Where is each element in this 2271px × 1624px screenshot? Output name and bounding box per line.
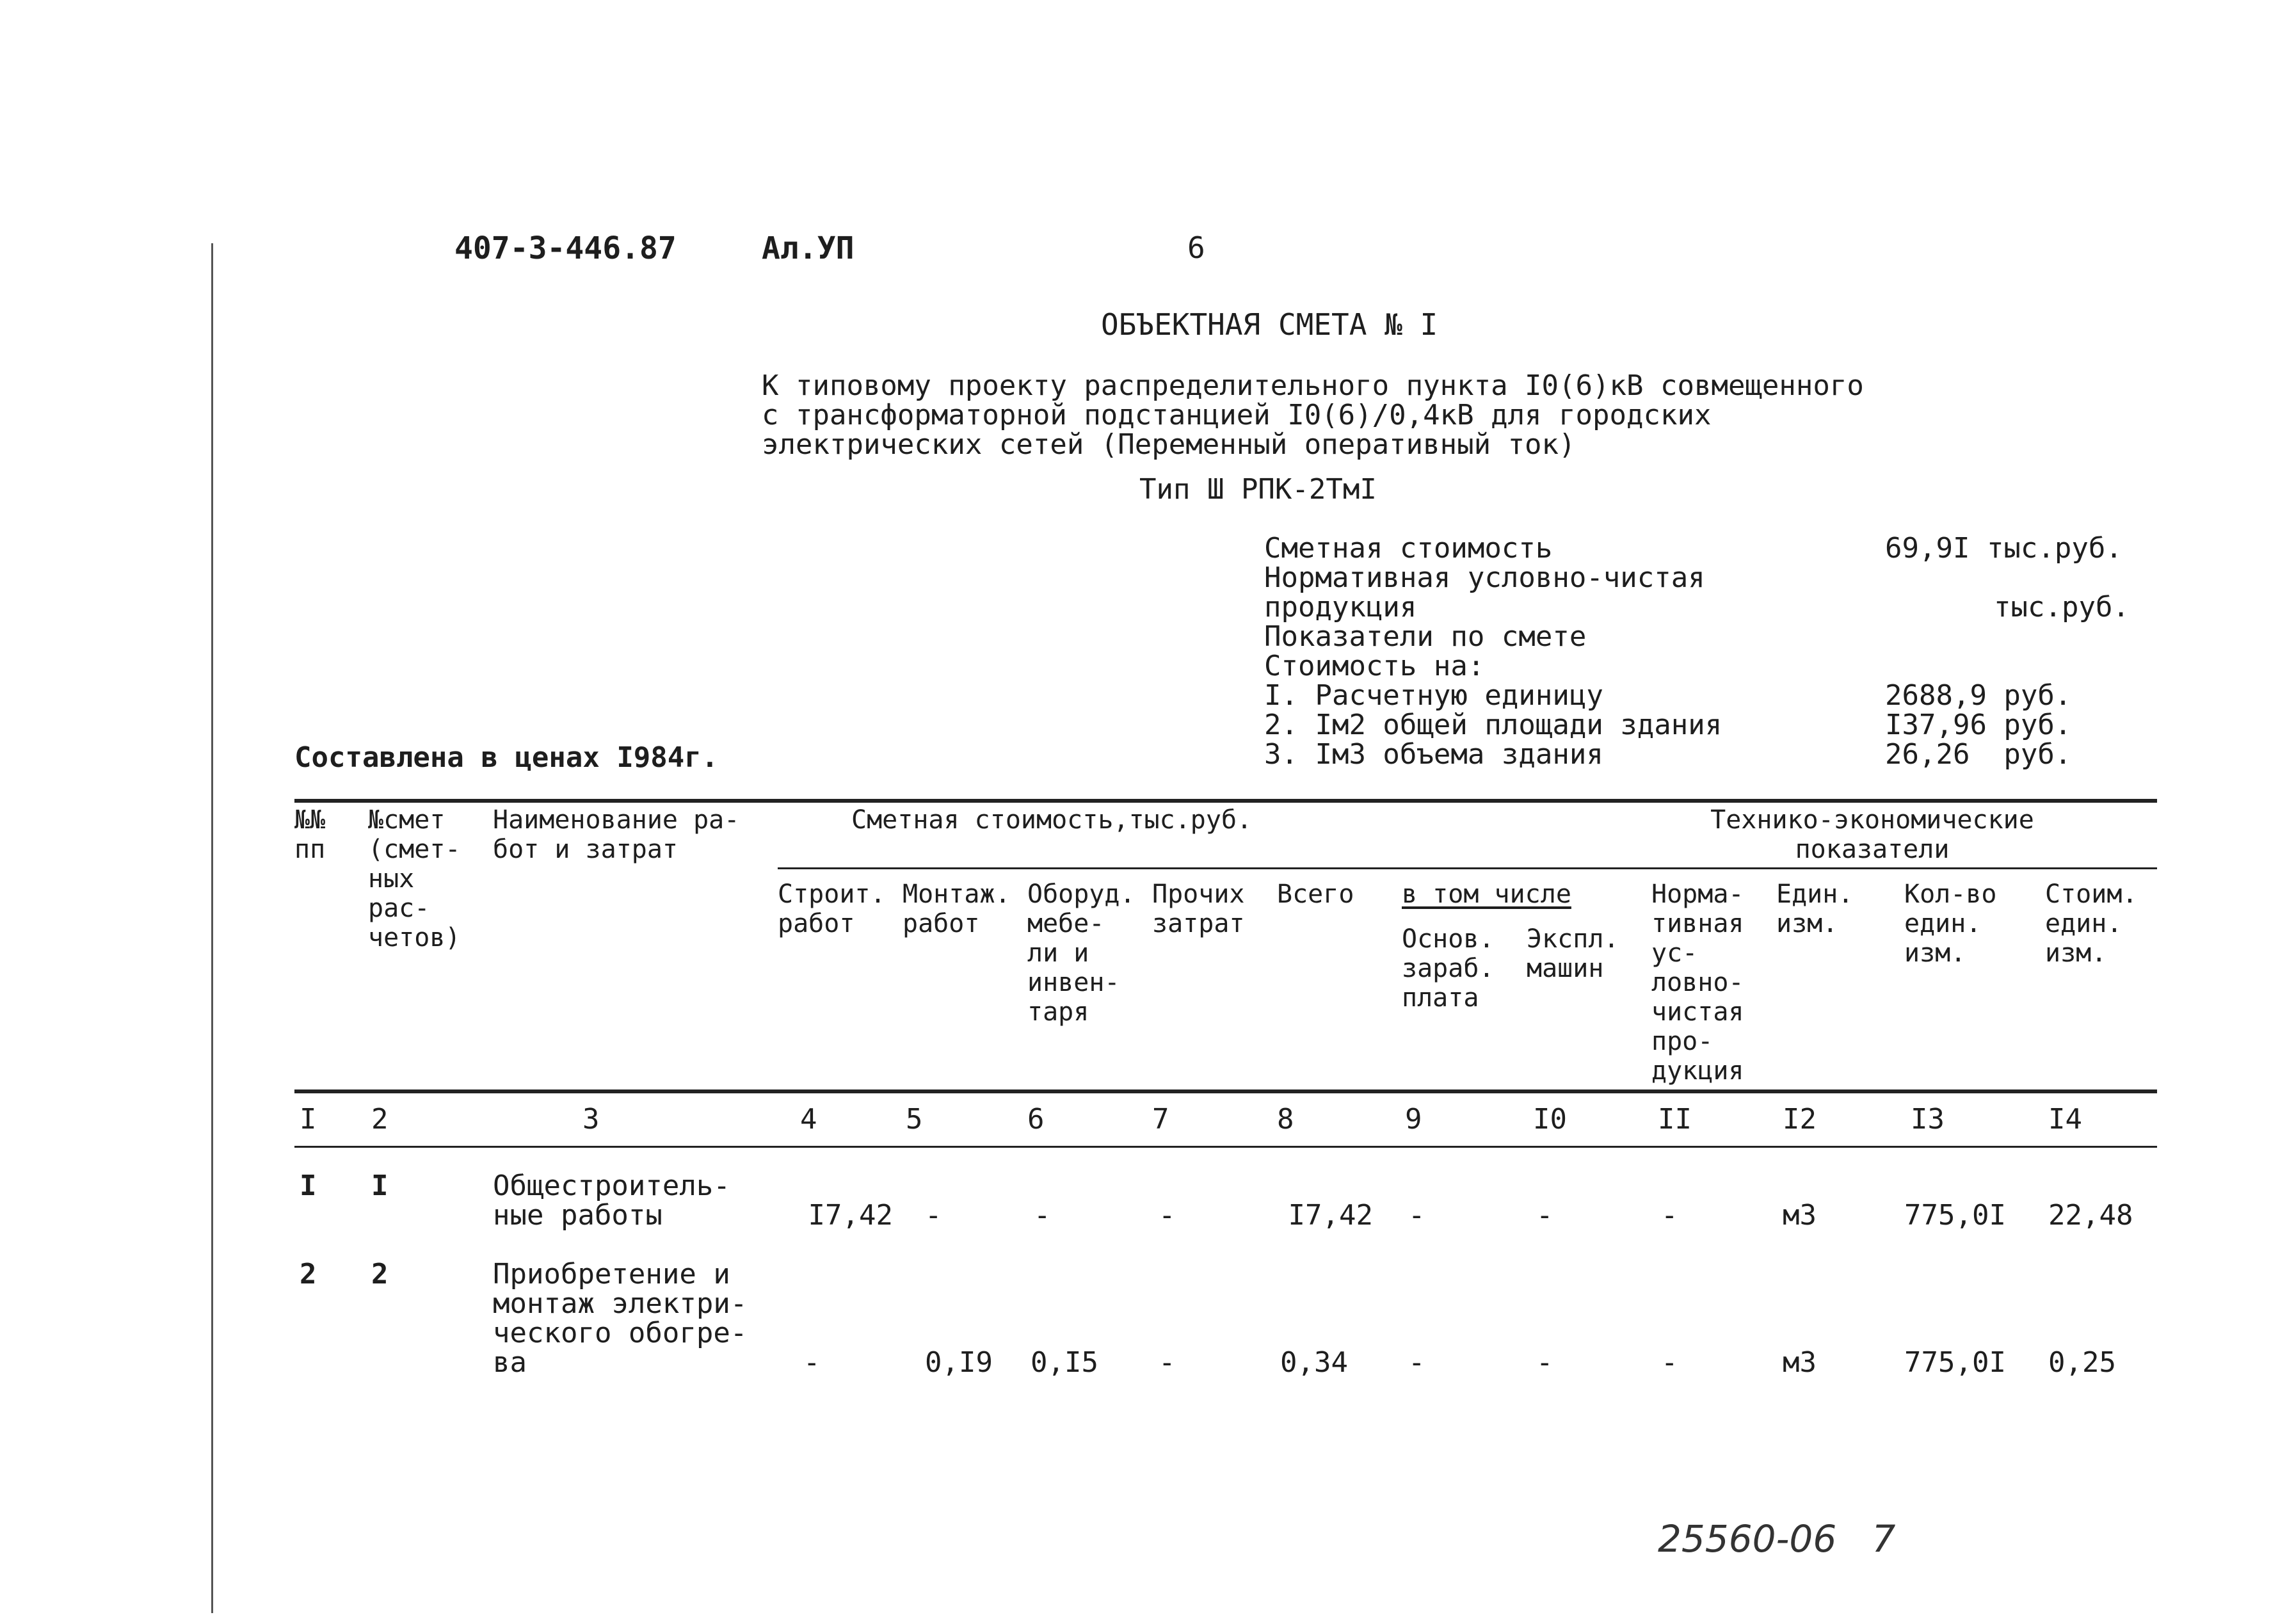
header-cost-group: Сметная стоимость,тыс.руб. xyxy=(851,805,1253,835)
prices-note: Составлена в ценах I984г. xyxy=(294,741,719,774)
column-number: 9 xyxy=(1405,1103,1422,1136)
column-number: 4 xyxy=(800,1103,817,1136)
column-numbers-bottom-rule xyxy=(294,1146,2157,1148)
row-machines: - xyxy=(1536,1346,1553,1379)
summary-item-2-value: I37,96 руб. xyxy=(1885,709,2072,741)
subtitle-line-3: электрических сетей (Переменный оперативный ток) xyxy=(762,428,1576,461)
column-number: 5 xyxy=(906,1103,923,1136)
header-qty: Кол-во един. изм. xyxy=(1904,880,1997,968)
album-label: Ал.УП xyxy=(762,230,855,266)
row-unit-cost: 0,25 xyxy=(2048,1346,2116,1379)
column-number: 3 xyxy=(582,1103,600,1136)
subtitle-line-1: К типовому проекту распределительного пункта I0(6)кВ совмещенного xyxy=(762,369,1864,402)
column-number: I0 xyxy=(1533,1103,1567,1136)
row-machines: - xyxy=(1536,1199,1553,1232)
estimated-cost-value: 69,9I тыс.руб. xyxy=(1885,532,2123,565)
row-other: - xyxy=(1159,1199,1176,1232)
row-other: - xyxy=(1159,1346,1176,1379)
column-number: 7 xyxy=(1152,1103,1169,1136)
row-installation: - xyxy=(925,1199,942,1232)
row-installation: 0,I9 xyxy=(925,1346,993,1379)
table-header-bottom-rule xyxy=(294,1089,2157,1093)
row-qty: 775,0I xyxy=(1904,1199,2006,1232)
row-name: Общестроитель- ные работы xyxy=(493,1170,730,1232)
doc-code: 407-3-446.87 xyxy=(454,230,677,266)
header-installation: Монтаж. работ xyxy=(903,880,1011,938)
column-number: I xyxy=(300,1103,317,1136)
row-normative: - xyxy=(1661,1199,1678,1232)
header-normative: Норма- тивная ус- ловно- чистая про- дукция xyxy=(1651,880,1744,1086)
row-qty: 775,0I xyxy=(1904,1346,2006,1379)
type-label: Тип Ш РПК-2ТмI xyxy=(1139,473,1377,506)
page-number: 6 xyxy=(1187,230,1205,265)
header-equipment: Оборуд. мебе- ли и инвен- таря xyxy=(1027,880,1136,1027)
normative-label-1: Нормативная условно-чистая xyxy=(1264,561,1705,594)
row-equipment: - xyxy=(1034,1199,1051,1232)
column-number: 6 xyxy=(1027,1103,1045,1136)
header-total: Всего xyxy=(1277,880,1354,909)
cost-for-label: Стоимость на: xyxy=(1264,650,1485,682)
summary-item-3-label: 3. Iм3 объема здания xyxy=(1264,738,1603,771)
column-number: 8 xyxy=(1277,1103,1294,1136)
summary-item-1-label: I. Расчетную единицу xyxy=(1264,679,1603,712)
header-no: №№ пп xyxy=(294,805,326,864)
footer-number: 25560-06 7 xyxy=(1658,1517,1896,1561)
column-number: 2 xyxy=(371,1103,389,1136)
indicators-label: Показатели по смете xyxy=(1264,620,1587,653)
row-unit: м3 xyxy=(1783,1346,1817,1379)
summary-item-3-value: 26,26 руб. xyxy=(1885,738,2072,771)
row-total: 0,34 xyxy=(1280,1346,1348,1379)
row-construction: - xyxy=(803,1346,821,1379)
row-unit-cost: 22,48 xyxy=(2048,1199,2133,1232)
row-normative: - xyxy=(1661,1346,1678,1379)
header-construction: Строит. работ xyxy=(778,880,886,938)
column-number: I2 xyxy=(1783,1103,1817,1136)
header-unit-cost: Стоим. един. изм. xyxy=(2045,880,2138,968)
summary-item-1-value: 2688,9 руб. xyxy=(1885,679,2072,712)
table-top-rule xyxy=(294,799,2157,803)
row-name: Приобретение и монтаж электри- ческого обогре- ва xyxy=(493,1258,748,1379)
row-equipment: 0,I5 xyxy=(1031,1346,1098,1379)
column-number: II xyxy=(1658,1103,1692,1136)
header-tech-group: Технико-экономические показатели xyxy=(1710,805,2034,864)
page-title: ОБЪЕКТНАЯ СМЕТА № I xyxy=(1101,307,1438,342)
estimated-cost-label: Сметная стоимость xyxy=(1264,532,1553,565)
column-number: I4 xyxy=(2048,1103,2082,1136)
normative-unit: тыс.руб. xyxy=(1994,591,2130,623)
normative-label-2: продукция xyxy=(1264,591,1417,623)
summary-item-2-label: 2. Iм2 общей площади здания xyxy=(1264,709,1722,741)
subtitle-line-2: с трансформаторной подстанцией I0(6)/0,4кВ для городских xyxy=(762,399,1712,431)
header-machines: Экспл. машин xyxy=(1527,924,1619,983)
row-no: 2 xyxy=(300,1258,317,1290)
cost-group-rule xyxy=(778,867,2157,869)
header-name: Наименование ра- бот и затрат xyxy=(493,805,740,864)
row-wages: - xyxy=(1408,1199,1425,1232)
row-estimate: 2 xyxy=(371,1258,389,1290)
header-wages: Основ. зараб. плата xyxy=(1402,924,1495,1013)
row-estimate: I xyxy=(371,1170,389,1202)
header-estimate-no: №смет (смет- ных рас- четов) xyxy=(368,805,461,953)
row-construction: I7,42 xyxy=(808,1199,893,1232)
row-unit: м3 xyxy=(1783,1199,1817,1232)
column-number: I3 xyxy=(1911,1103,1945,1136)
row-total: I7,42 xyxy=(1288,1199,1373,1232)
row-no: I xyxy=(300,1170,317,1202)
header-other: Прочих затрат xyxy=(1152,880,1245,938)
row-wages: - xyxy=(1408,1346,1425,1379)
header-including: в том числе xyxy=(1402,880,1571,909)
left-margin-line xyxy=(211,243,213,1613)
header-unit: Един. изм. xyxy=(1776,880,1854,938)
